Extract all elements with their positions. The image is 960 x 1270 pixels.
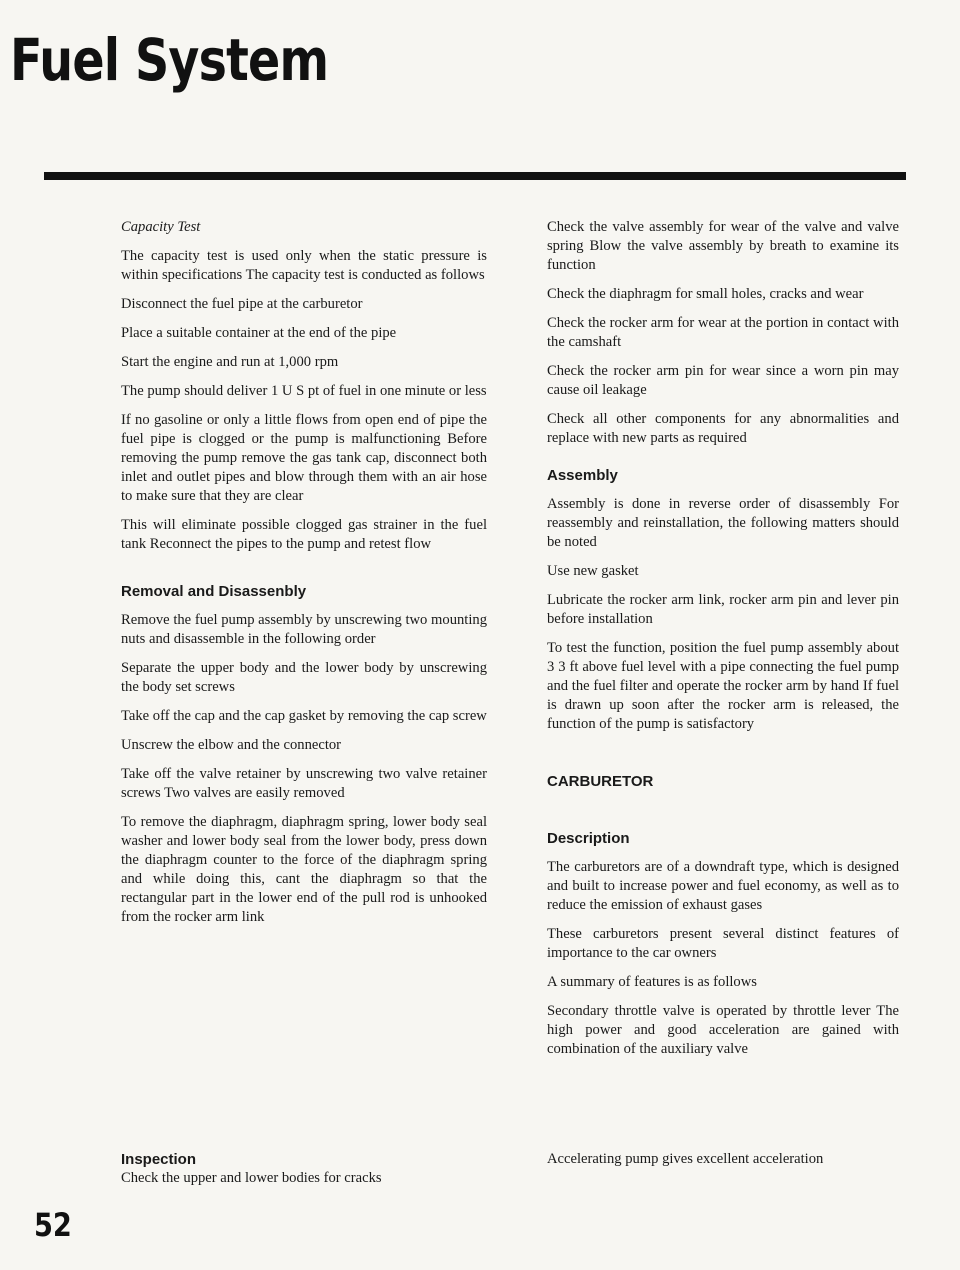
inspection-block bbox=[121, 1150, 487, 1188]
capacity-paragraph: Place a suitable container at the end of the pipe bbox=[121, 325, 397, 341]
description-paragraph: The carburetors are of a downdraft type, which is designed and built to increase power and fuel economy, as well as to reduce the emission of exhaust gases bbox=[547, 859, 899, 913]
capacity-paragraph: The capacity test is used only when the static pressure is within specifications The capacity test is conducted as follows bbox=[121, 248, 487, 283]
carburetor-heading: CARBURETOR bbox=[547, 773, 654, 790]
inspection-text: Check the upper and lower bodies for cracks bbox=[121, 1170, 382, 1186]
removal-paragraph: Unscrew the elbow and the connector bbox=[121, 737, 342, 753]
inspection-heading: Inspection bbox=[121, 1151, 197, 1168]
check-paragraph: Check the rocker arm for wear at the portion in contact with the camshaft bbox=[547, 315, 899, 350]
assembly-paragraph: Lubricate the rocker arm link, rocker arm pin and lever pin before installation bbox=[547, 592, 899, 627]
accelerating-pump-text: Accelerating pump gives excellent acceleration bbox=[547, 1151, 824, 1167]
removal-paragraph: Remove the fuel pump assembly by unscrewing two mounting nuts and disassemble in the following order bbox=[121, 612, 487, 647]
removal-paragraph: Separate the upper body and the lower body by unscrewing the body set screws bbox=[121, 660, 487, 695]
assembly-paragraph: Assembly is done in reverse order of disassembly For reassembly and reinstallation, the following matters should be noted bbox=[547, 496, 899, 550]
assembly-paragraph: To test the function, position the fuel pump assembly about 3 3 ft above fuel level with a pipe connecting the fuel pump and the fuel filter and operate the rocker arm by hand If fuel is drawn up soon after the rocker arm is released, the function of the pump is satisfactory bbox=[547, 640, 899, 732]
description-paragraph: These carburetors present several distinct features of importance to the car owners bbox=[547, 926, 899, 961]
accelerating-pump-block bbox=[547, 1150, 899, 1169]
assembly-heading: Assembly bbox=[547, 467, 618, 484]
removal-heading: Removal and Disassenbly bbox=[121, 583, 307, 600]
assembly-paragraph: Use new gasket bbox=[547, 563, 639, 579]
removal-paragraph: To remove the diaphragm, diaphragm spring, lower body seal washer and lower body seal from the lower body, press down the diaphragm counter to the force of the diaphragm spring and while doing this, cant the diaphragm so that the rectangular part in the lower end of the pull rod is unhooked from the rocker arm link bbox=[121, 814, 487, 925]
description-heading: Description bbox=[547, 830, 630, 847]
check-paragraph: Check the rocker arm pin for wear since a worn pin may cause oil leakage bbox=[547, 363, 899, 398]
header-rule bbox=[44, 172, 906, 180]
left-column bbox=[121, 218, 487, 937]
removal-paragraph: Take off the cap and the cap gasket by removing the cap screw bbox=[121, 708, 487, 724]
capacity-paragraph: Start the engine and run at 1,000 rpm bbox=[121, 354, 339, 370]
check-paragraph: Check the diaphragm for small holes, cracks and wear bbox=[547, 286, 864, 302]
description-paragraph: Secondary throttle valve is operated by throttle lever The high power and good acceleration are gained with combination of the auxiliary valve bbox=[547, 1003, 899, 1057]
removal-paragraph: Take off the valve retainer by unscrewing two valve retainer screws Two valves are easily removed bbox=[121, 766, 487, 801]
page-number: 52 bbox=[34, 1206, 72, 1244]
check-paragraph: Check the valve assembly for wear of the valve and valve spring Blow the valve assembly by breath to examine its function bbox=[547, 219, 899, 273]
page-title: Fuel System bbox=[10, 26, 329, 94]
capacity-paragraph: Disconnect the fuel pipe at the carburetor bbox=[121, 296, 363, 312]
capacity-test-heading: Capacity Test bbox=[121, 219, 201, 235]
capacity-paragraph: If no gasoline or only a little flows from open end of pipe the fuel pipe is clogged or the pump is malfunctioning Before removing the pump remove the gas tank cap, disconnect both inlet and outlet pipes and blow through them with an air hose to make sure that they are clear bbox=[121, 412, 487, 504]
description-paragraph: A summary of features is as follows bbox=[547, 974, 757, 990]
capacity-paragraph: The pump should deliver 1 U S pt of fuel in one minute or less bbox=[121, 383, 487, 399]
check-paragraph: Check all other components for any abnormalities and replace with new parts as required bbox=[547, 411, 899, 446]
capacity-paragraph: This will eliminate possible clogged gas strainer in the fuel tank Reconnect the pipes to the pump and retest flow bbox=[121, 517, 487, 552]
right-column bbox=[547, 218, 899, 1069]
